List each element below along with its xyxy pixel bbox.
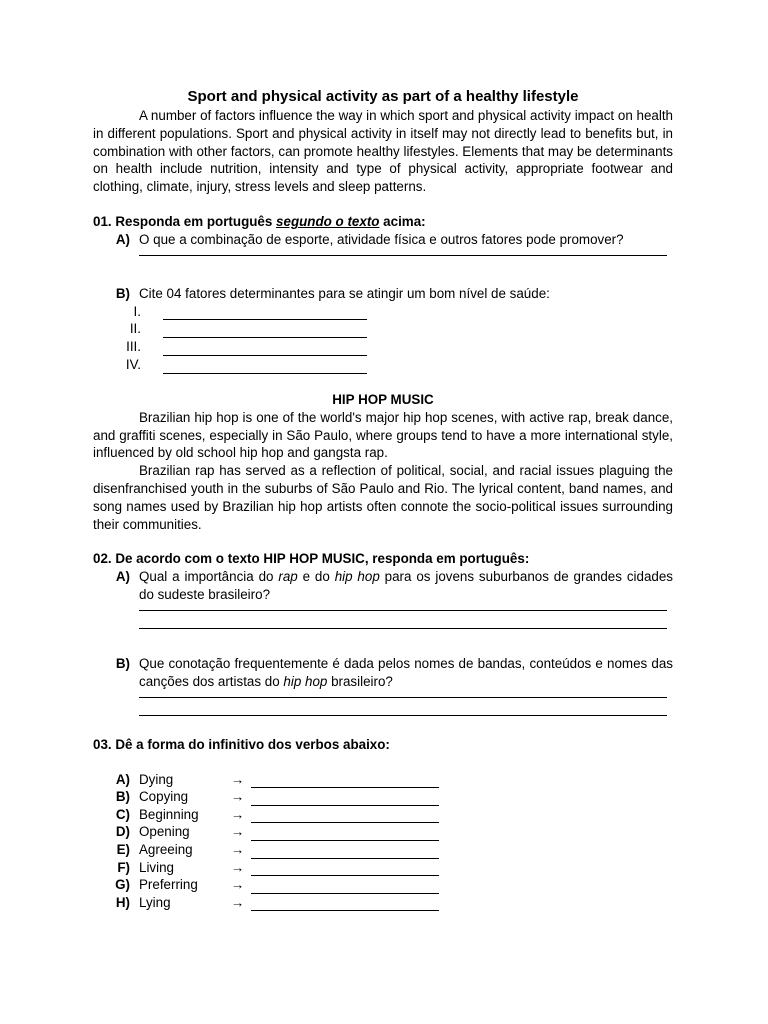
verb-answer-line[interactable] [251, 773, 439, 788]
verb-row [93, 841, 673, 859]
verb-row [93, 894, 673, 912]
factor-row [93, 356, 673, 374]
verb-label: F) [117, 859, 130, 875]
arrow-icon: → [231, 771, 245, 787]
verb-word: Preferring [139, 877, 198, 893]
verb-word: Opening [139, 824, 190, 840]
verb-label: C) [115, 806, 130, 822]
worksheet-content [93, 87, 673, 911]
verb-label: E) [116, 841, 130, 857]
verb-row [93, 806, 673, 824]
question-2b-text [139, 655, 673, 691]
verb-label: B) [115, 789, 130, 805]
verb-answer-line[interactable] [251, 861, 439, 876]
verb-word: Beginning [139, 806, 199, 822]
section2-paragraph-2: Brazilian rap has served as a reflection of political, social, and racial issues plaguing the disenfranchised youth in the suburbs of São Paulo and Rio. The lyrical content, band names, and song names used by Brazilian hip hop artists often connote the socio-political issues surrounding their communities. [93, 463, 673, 532]
factor-answer-line[interactable] [163, 305, 367, 320]
question-2b-text-part: Que conotação frequentemente é dada pelos nomes de bandas, conteúdos e nomes das canções dos artistas do [139, 655, 673, 689]
verb-word: Dying [139, 771, 174, 787]
question-1b [93, 285, 673, 303]
arrow-icon: → [231, 806, 245, 822]
question-1b-label: B) [115, 285, 130, 301]
arrow-icon: → [231, 824, 245, 840]
verb-word: Living [139, 859, 174, 875]
factor-answer-line[interactable] [163, 323, 367, 338]
question-2a-hiphop-term: hip hop [334, 569, 380, 585]
question-2b [93, 655, 673, 691]
verb-answer-line[interactable] [251, 791, 439, 806]
question-1b-text: Cite 04 fatores determinantes para se atingir um bom nível de saúde: [139, 285, 550, 301]
verb-answer-line[interactable] [251, 879, 439, 894]
question-2b-text-part: brasileiro? [327, 673, 393, 689]
question-2a-label: A) [115, 569, 130, 585]
arrow-icon: → [231, 877, 245, 893]
factor-answer-line[interactable] [163, 341, 367, 356]
verb-label: A) [115, 771, 130, 787]
section2-title: HIP HOP MUSIC [332, 391, 434, 407]
verb-label: H) [115, 894, 130, 910]
factor-row [93, 303, 673, 321]
verb-row [93, 876, 673, 894]
arrow-icon: → [231, 841, 245, 857]
question-2a-text-part: e do [297, 569, 335, 585]
verb-label: G) [115, 877, 130, 893]
verb-answer-line[interactable] [251, 826, 439, 841]
question-2a-text-part: para os jovens suburbanos de grandes cidades do sudeste brasileiro? [139, 569, 673, 603]
verb-row [93, 771, 673, 789]
question-2a-rap-term: rap [278, 569, 298, 585]
arrow-icon: → [231, 789, 245, 805]
question-3-heading: 03. Dê a forma do infinitivo dos verbos abaixo: [93, 736, 390, 752]
question-1-heading-emphasis: segundo o texto [276, 213, 380, 229]
factor-row [93, 320, 673, 338]
verb-row [93, 788, 673, 806]
arrow-icon: → [231, 859, 245, 875]
factor-answer-line[interactable] [163, 359, 367, 374]
factor-numeral: III. [126, 339, 141, 355]
question-2a [93, 568, 673, 604]
factor-numeral: IV. [125, 356, 141, 372]
factor-numeral: II. [129, 321, 141, 337]
verb-word: Lying [139, 894, 171, 910]
question-2a-text [139, 568, 673, 604]
question-1-heading [93, 213, 673, 231]
question-2a-text-part: Qual a importância do [139, 569, 279, 585]
question-1a-label: A) [115, 231, 130, 247]
arrow-icon: → [231, 894, 245, 910]
question-1-heading-prefix: 01. Responda em português [93, 213, 277, 229]
verb-label: D) [115, 824, 130, 840]
question-2b-hiphop-term: hip hop [283, 673, 328, 689]
verb-answer-line[interactable] [251, 896, 439, 911]
question-1a [93, 231, 673, 249]
verb-word: Copying [139, 789, 189, 805]
question-2b-label: B) [115, 655, 130, 671]
factor-numeral: I. [133, 303, 141, 319]
question-1a-text: O que a combinação de esporte, atividade física e outros fatores pode promover? [139, 231, 624, 247]
factor-row [93, 338, 673, 356]
question-2-heading: 02. De acordo com o texto HIP HOP MUSIC, responda em português: [93, 551, 530, 567]
verb-answer-line[interactable] [251, 844, 439, 859]
section1-title: Sport and physical activity as part of a healthy lifestyle [187, 88, 579, 105]
section2-paragraph-1: Brazilian hip hop is one of the world's major hip hop scenes, with active rap, break dance, and graffiti scenes, especially in São Paulo, where groups tend to have a more international style, influenced by old school hip hop and gangsta rap. [93, 409, 673, 461]
section1-paragraph: A number of factors influence the way in which sport and physical activity impact on health in different populations. Sport and physical activity in itself may not directly lead to benefits but, in combination with other factors, can promote healthy lifestyles. Elements that may be determinants on health include nutrition, intensity and type of physical activity, appropriate footwear and clothing, climate, injury, stress levels and sleep patterns. [93, 108, 673, 195]
question-1-heading-suffix: acima: [379, 213, 426, 229]
verb-word: Agreeing [139, 841, 193, 857]
verb-answer-line[interactable] [251, 808, 439, 823]
verb-row [93, 823, 673, 841]
verb-row [93, 859, 673, 877]
